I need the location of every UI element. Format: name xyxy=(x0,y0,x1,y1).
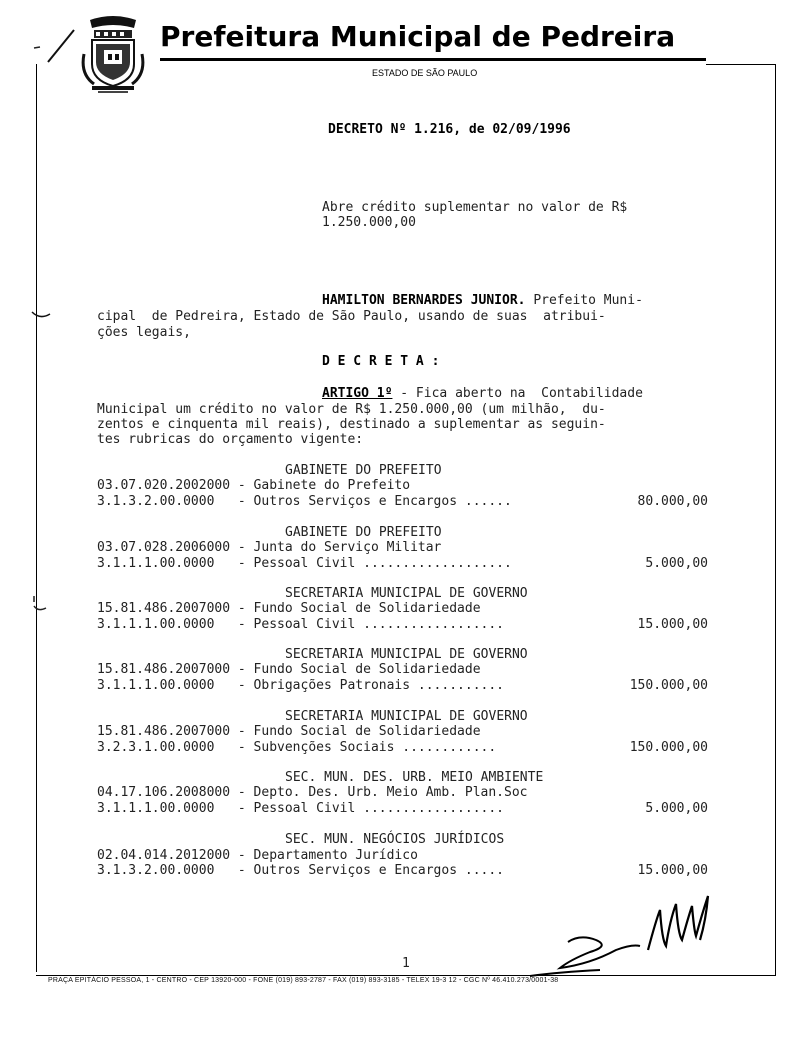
title-rule xyxy=(160,58,706,61)
item-amount: 5.000,00 xyxy=(645,801,708,816)
footer-address: PRAÇA EPITÁCIO PESSOA, 1 - CENTRO - CEP 13920-000 - FONE (019) 893-2787 - FAX (019) 893-3185 - TELEX 19-3 12 - CGC Nº 46.410.273/0001-38 xyxy=(48,977,559,984)
page-number: 1 xyxy=(402,956,410,971)
decree-summary-line-2: 1.250.000,00 xyxy=(322,215,416,230)
item-code-1: 03.07.028.2006000 - Junta do Serviço Militar xyxy=(97,540,442,555)
decreta-heading: D E C R E T A : xyxy=(322,354,440,369)
item-amount: 15.000,00 xyxy=(637,617,708,632)
item-program-code: 03.07.028.2006000 xyxy=(97,540,231,555)
item-amount: 15.000,00 xyxy=(637,863,708,878)
item-element-code: 3.1.3.2.00.0000 xyxy=(97,863,215,878)
article-line-1 xyxy=(322,386,643,401)
item-description: Pessoal Civil .................. xyxy=(253,617,504,632)
frame-top-rule xyxy=(706,64,776,65)
item-amount: 150.000,00 xyxy=(629,678,708,693)
item-description: Outros Serviços e Encargos ...... xyxy=(253,494,512,509)
item-code-1: 15.81.486.2007000 - Fundo Social de Solidariedade xyxy=(97,724,481,739)
article-line-3: zentos e cinquenta mil reais), destinado a suplementar as seguin- xyxy=(97,417,606,432)
item-section: SECRETARIA MUNICIPAL DE GOVERNO xyxy=(285,586,528,601)
item-element-code: 3.1.1.1.00.0000 xyxy=(97,617,215,632)
article-label: ARTIGO 1º xyxy=(322,386,393,401)
organization-subtitle: ESTADO DE SÃO PAULO xyxy=(372,68,478,78)
item-code-2: 3.1.3.2.00.0000 - Outros Serviços e Encargos ...... xyxy=(97,494,512,509)
item-unit: Fundo Social de Solidariedade xyxy=(253,662,481,677)
item-description: Pessoal Civil ................... xyxy=(253,556,512,571)
item-code-1: 04.17.106.2008000 - Depto. Des. Urb. Meio Amb. Plan.Soc xyxy=(97,785,528,800)
item-amount: 80.000,00 xyxy=(637,494,708,509)
item-amount: 150.000,00 xyxy=(629,740,708,755)
item-program-code: 15.81.486.2007000 xyxy=(97,724,231,739)
item-program-code: 02.04.014.2012000 xyxy=(97,848,231,863)
item-description: Obrigações Patronais ........... xyxy=(253,678,504,693)
item-unit: Fundo Social de Solidariedade xyxy=(253,601,481,616)
item-section: GABINETE DO PREFEITO xyxy=(285,525,442,540)
mayor-name: HAMILTON BERNARDES JUNIOR. xyxy=(322,293,526,308)
item-section: SECRETARIA MUNICIPAL DE GOVERNO xyxy=(285,709,528,724)
item-element-code: 3.1.1.1.00.0000 xyxy=(97,556,215,571)
item-section: SEC. MUN. DES. URB. MEIO AMBIENTE xyxy=(285,770,544,785)
item-code-2: 3.2.3.1.00.0000 - Subvenções Sociais ............ xyxy=(97,740,497,755)
item-code-1: 02.04.014.2012000 - Departamento Jurídico xyxy=(97,848,418,863)
item-code-2: 3.1.1.1.00.0000 - Pessoal Civil ................... xyxy=(97,556,512,571)
item-section: SECRETARIA MUNICIPAL DE GOVERNO xyxy=(285,647,528,662)
item-unit: Depto. Des. Urb. Meio Amb. Plan.Soc xyxy=(253,785,528,800)
item-code-2: 3.1.1.1.00.0000 - Pessoal Civil .................. xyxy=(97,617,504,632)
item-program-code: 03.07.020.2002000 xyxy=(97,478,231,493)
decree-heading: DECRETO Nº 1.216, de 02/09/1996 xyxy=(328,122,571,137)
margin-mark-icon xyxy=(30,308,54,322)
item-unit: Gabinete do Prefeito xyxy=(253,478,411,493)
intro-line-1-rest: Prefeito Muni- xyxy=(525,293,643,308)
handwritten-slash-mark xyxy=(28,26,78,66)
article-line-4: tes rubricas do orçamento vigente: xyxy=(97,432,364,447)
item-program-code: 15.81.486.2007000 xyxy=(97,601,231,616)
item-description: Subvenções Sociais ............ xyxy=(253,740,497,755)
item-code-1: 03.07.020.2002000 - Gabinete do Prefeito xyxy=(97,478,411,493)
item-section: GABINETE DO PREFEITO xyxy=(285,463,442,478)
item-code-1: 15.81.486.2007000 - Fundo Social de Solidariedade xyxy=(97,601,481,616)
item-element-code: 3.1.1.1.00.0000 xyxy=(97,801,215,816)
item-program-code: 04.17.106.2008000 xyxy=(97,785,231,800)
article-line-2: Municipal um crédito no valor de R$ 1.250.000,00 (um milhão, du- xyxy=(97,402,606,417)
municipal-crest-icon xyxy=(80,14,146,96)
item-unit: Fundo Social de Solidariedade xyxy=(253,724,481,739)
handwritten-signature xyxy=(520,890,720,980)
frame-right-rule xyxy=(775,64,776,976)
intro-line-1 xyxy=(322,293,643,308)
margin-bracket-icon xyxy=(30,594,52,614)
item-amount: 5.000,00 xyxy=(645,556,708,571)
item-program-code: 15.81.486.2007000 xyxy=(97,662,231,677)
organization-title: Prefeitura Municipal de Pedreira xyxy=(160,20,676,53)
item-description: Outros Serviços e Encargos ..... xyxy=(253,863,504,878)
item-code-1: 15.81.486.2007000 - Fundo Social de Solidariedade xyxy=(97,662,481,677)
item-description: Pessoal Civil .................. xyxy=(253,801,504,816)
intro-line-3: ções legais, xyxy=(97,325,191,340)
item-unit: Departamento Jurídico xyxy=(253,848,418,863)
item-code-2: 3.1.1.1.00.0000 - Pessoal Civil .................. xyxy=(97,801,504,816)
item-element-code: 3.1.1.1.00.0000 xyxy=(97,678,215,693)
item-code-2: 3.1.1.1.00.0000 - Obrigações Patronais ........... xyxy=(97,678,504,693)
item-code-2: 3.1.3.2.00.0000 - Outros Serviços e Encargos ..... xyxy=(97,863,504,878)
item-element-code: 3.2.3.1.00.0000 xyxy=(97,740,215,755)
item-element-code: 3.1.3.2.00.0000 xyxy=(97,494,215,509)
frame-left-rule xyxy=(36,64,37,972)
item-section: SEC. MUN. NEGÓCIOS JURÍDICOS xyxy=(285,832,505,847)
article-line-1-rest: - Fica aberto na Contabilidade xyxy=(392,386,643,401)
decree-summary-line-1: Abre crédito suplementar no valor de R$ xyxy=(322,200,628,215)
item-unit: Junta do Serviço Militar xyxy=(253,540,442,555)
intro-line-2: cipal de Pedreira, Estado de São Paulo, usando de suas atribui- xyxy=(97,309,606,324)
